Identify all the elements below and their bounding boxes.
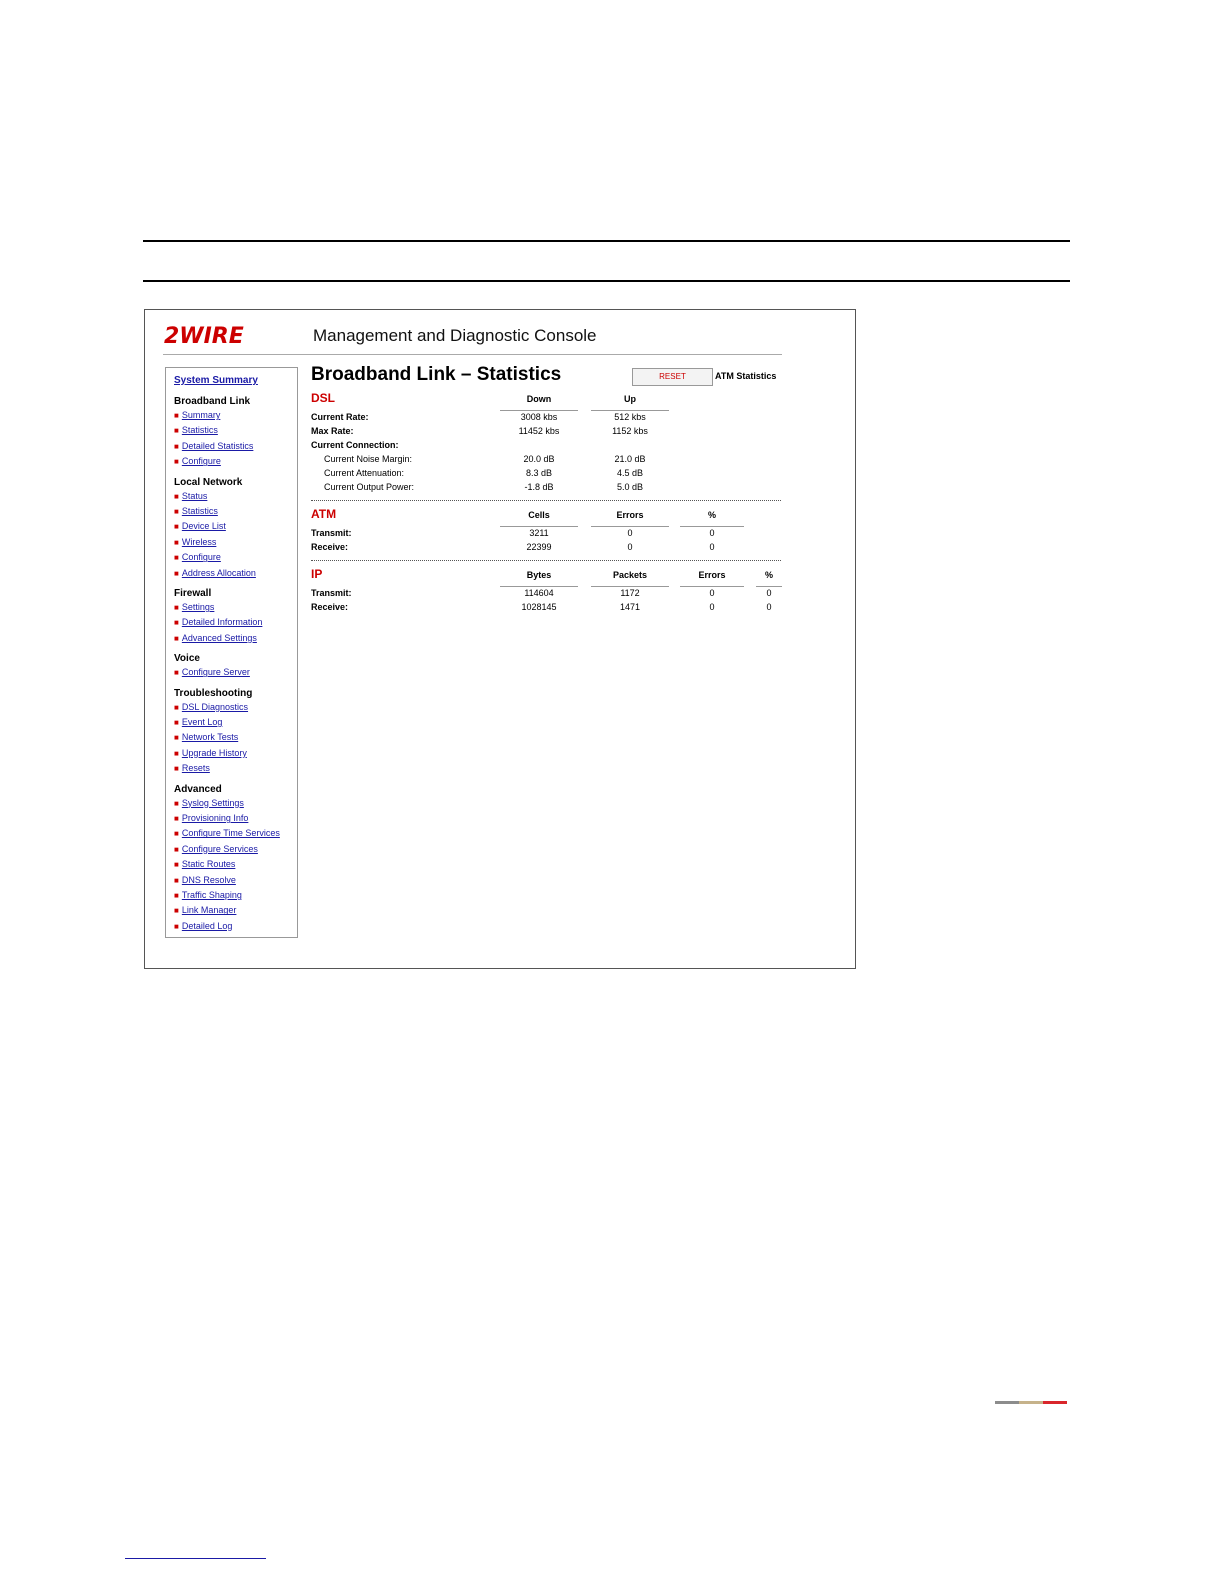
nav-item-link[interactable]: DNS Resolve — [181, 874, 236, 885]
atm-receive-pct: 0 — [709, 542, 715, 552]
nav-item-link[interactable]: Traffic Shaping — [181, 890, 242, 900]
nav-item[interactable] — [174, 568, 256, 578]
atm-col-cells: Cells — [500, 510, 578, 527]
bullet-icon: ■ — [174, 507, 179, 516]
atm-divider — [311, 560, 781, 561]
sidebar-nav — [165, 367, 298, 938]
nav-group-title: Broadband Link — [174, 396, 251, 407]
bullet-icon: ■ — [174, 829, 179, 839]
top-rule — [143, 240, 1070, 242]
nav-item-link[interactable]: Address Allocation — [181, 567, 256, 578]
console-screenshot — [144, 309, 856, 969]
ip-transmit-packets: 1172 — [620, 588, 640, 598]
nav-item[interactable] — [174, 506, 218, 516]
nav-item[interactable] — [174, 521, 226, 531]
bullet-icon: ■ — [174, 733, 179, 743]
bottom-rule — [143, 280, 1070, 282]
nav-item[interactable] — [174, 456, 221, 466]
nav-item-link[interactable]: Summary — [181, 410, 221, 420]
nav-item-link[interactable]: Detailed Log — [181, 920, 233, 931]
nav-system-summary[interactable]: System Summary — [174, 375, 258, 386]
nav-group-title: Voice — [174, 653, 200, 665]
nav-item[interactable] — [174, 890, 242, 900]
nav-item-link[interactable]: Upgrade History — [181, 747, 247, 758]
nav-item[interactable] — [174, 844, 258, 854]
bullet-icon: ■ — [174, 718, 179, 727]
footer-bar-red — [1043, 1401, 1067, 1404]
atm-transmit-label: Transmit: — [311, 528, 352, 538]
nav-item-link[interactable]: Configure Services — [181, 843, 258, 854]
dsl-current-connection-label: Current Connection: — [311, 440, 399, 450]
nav-item-link[interactable]: Event Log — [181, 717, 223, 727]
nav-item[interactable] — [174, 748, 247, 758]
ip-receive-errors: 0 — [709, 602, 715, 612]
nav-item-link[interactable]: Configure — [181, 456, 221, 467]
nav-item-link[interactable]: Detailed Statistics — [181, 440, 254, 451]
brand-logo — [164, 324, 260, 346]
nav-item-link[interactable]: Status — [181, 490, 208, 501]
bullet-icon: ■ — [174, 844, 179, 854]
atm-receive-errors: 0 — [627, 542, 633, 552]
bullet-icon: ■ — [174, 411, 179, 420]
nav-item-link[interactable]: Syslog Settings — [181, 797, 244, 808]
nav-item[interactable] — [174, 813, 248, 823]
ip-col-bytes: Bytes — [500, 570, 578, 587]
bullet-icon: ■ — [174, 764, 179, 774]
dsl-col-down: Down — [500, 394, 578, 411]
nav-item[interactable] — [174, 667, 250, 677]
ip-receive-label: Receive: — [311, 602, 349, 612]
ip-col-packets: Packets — [591, 570, 669, 587]
atm-col-pct: % — [680, 510, 744, 527]
nav-group-title: Advanced — [174, 783, 222, 795]
bullet-icon: ■ — [174, 537, 179, 547]
bullet-icon: ■ — [174, 457, 179, 467]
dsl-current-rate-up: 512 kbs — [614, 412, 646, 422]
brand-logo-text: 2WIRE — [164, 324, 244, 346]
nav-item[interactable] — [174, 859, 235, 869]
atm-statistics-link[interactable]: ATM Statistics — [715, 371, 777, 381]
nav-item[interactable] — [174, 537, 216, 547]
bullet-icon: ■ — [174, 668, 179, 678]
dsl-col-up: Up — [591, 394, 669, 411]
ip-transmit-errors: 0 — [709, 588, 715, 598]
nav-item-link[interactable]: Statistics — [181, 425, 218, 436]
nav-item[interactable] — [174, 552, 221, 562]
footer-bar-gray — [995, 1401, 1019, 1404]
atm-transmit-errors: 0 — [627, 528, 633, 538]
dsl-attenuation-down: 8.3 dB — [525, 468, 553, 478]
ip-col-errors: Errors — [680, 570, 744, 587]
nav-item-link[interactable]: Configure Server — [181, 667, 250, 678]
bullet-icon: ■ — [174, 568, 179, 578]
nav-item-link[interactable]: Resets — [181, 763, 210, 774]
dsl-current-rate-label: Current Rate: — [311, 412, 369, 422]
dsl-max-rate-up: 1152 kbs — [612, 426, 648, 436]
dsl-output-power-up: 5.0 dB — [616, 482, 644, 492]
nav-item[interactable] — [174, 875, 236, 885]
bullet-icon: ■ — [174, 633, 179, 643]
atm-transmit-cells: 3211 — [529, 528, 549, 538]
nav-item[interactable] — [174, 441, 253, 451]
atm-section-title: ATM — [311, 507, 337, 521]
nav-item[interactable] — [174, 763, 210, 773]
dsl-attenuation-up: 4.5 dB — [616, 468, 644, 478]
nav-item[interactable] — [174, 798, 244, 808]
nav-item-link[interactable]: Settings — [181, 602, 215, 612]
nav-group-title: Local Network — [174, 476, 243, 488]
nav-item[interactable] — [174, 602, 214, 612]
ip-transmit-pct: 0 — [766, 588, 772, 598]
console-title: Management and Diagnostic Console — [313, 326, 597, 345]
footer-bar-tan — [1019, 1401, 1043, 1404]
nav-item-link[interactable]: Device List — [181, 521, 226, 532]
bullet-icon: ■ — [174, 748, 179, 758]
bullet-icon: ■ — [174, 798, 179, 808]
nav-item[interactable] — [174, 717, 222, 727]
nav-item-link[interactable]: Configure Time Services — [181, 828, 280, 839]
nav-item[interactable] — [174, 905, 236, 915]
bullet-icon: ■ — [174, 426, 179, 436]
nav-group-title: Troubleshooting — [174, 687, 253, 699]
dsl-current-rate-down: 3008 kbs — [520, 412, 558, 422]
dsl-noise-margin-down: 20.0 dB — [523, 454, 555, 464]
dsl-max-rate-label: Max Rate: — [311, 426, 354, 436]
dsl-noise-margin-label: Current Noise Margin: — [324, 454, 413, 464]
ip-receive-pct: 0 — [766, 602, 772, 612]
nav-item-link[interactable]: DSL Diagnostics — [181, 701, 249, 712]
dsl-noise-margin-up: 21.0 dB — [614, 454, 646, 464]
page-title: Broadband Link – Statistics — [311, 364, 562, 385]
nav-item[interactable] — [174, 410, 220, 420]
header-divider — [163, 354, 782, 355]
nav-item-link[interactable]: Wireless — [181, 536, 217, 547]
nav-item-link[interactable]: Provisioning Info — [181, 813, 249, 823]
nav-item-link[interactable]: Statistics — [181, 506, 218, 516]
dsl-output-power-label: Current Output Power: — [324, 482, 415, 492]
ip-transmit-bytes: 114604 — [524, 588, 554, 598]
ip-section-title: IP — [311, 567, 323, 581]
nav-item[interactable] — [174, 732, 238, 742]
nav-group-title: Firewall — [174, 588, 212, 599]
bullet-icon: ■ — [174, 860, 179, 870]
dsl-divider — [311, 500, 781, 501]
footnote-separator — [125, 1558, 266, 1559]
dsl-max-rate-down: 11452 kbs — [518, 426, 560, 436]
nav-item[interactable] — [174, 633, 257, 643]
nav-item-link[interactable]: Detailed Information — [181, 617, 263, 628]
bullet-icon: ■ — [174, 441, 179, 451]
atm-receive-label: Receive: — [311, 542, 349, 552]
bullet-icon: ■ — [174, 814, 179, 823]
bullet-icon: ■ — [174, 491, 179, 501]
nav-item-link[interactable]: Advanced Settings — [181, 632, 257, 643]
bullet-icon: ■ — [174, 522, 179, 532]
ip-receive-bytes: 1028145 — [521, 602, 557, 612]
nav-item[interactable] — [174, 617, 262, 627]
nav-item[interactable] — [174, 828, 280, 838]
dsl-output-power-down: -1.8 dB — [524, 482, 554, 492]
nav-item[interactable] — [174, 425, 218, 435]
bullet-icon: ■ — [174, 603, 179, 612]
nav-item-link[interactable]: Static Routes — [181, 859, 236, 870]
nav-item-link[interactable]: Link Manager — [181, 905, 237, 916]
dsl-section-title: DSL — [311, 391, 335, 405]
atm-col-errors: Errors — [591, 510, 669, 527]
dsl-attenuation-label: Current Attenuation: — [324, 468, 405, 478]
bullet-icon: ■ — [174, 891, 179, 900]
bullet-icon: ■ — [174, 875, 179, 885]
atm-transmit-pct: 0 — [709, 528, 715, 538]
nav-item[interactable] — [174, 921, 232, 931]
bullet-icon: ■ — [174, 618, 179, 628]
nav-item[interactable] — [174, 491, 207, 501]
reset-button[interactable]: RESET — [632, 368, 713, 386]
ip-receive-packets: 1471 — [619, 602, 641, 612]
nav-item[interactable] — [174, 702, 248, 712]
ip-col-pct: % — [756, 570, 782, 587]
ip-transmit-label: Transmit: — [311, 588, 352, 598]
atm-receive-cells: 22399 — [526, 542, 552, 552]
nav-item-link[interactable]: Network Tests — [181, 732, 239, 743]
bullet-icon: ■ — [174, 921, 179, 931]
bullet-icon: ■ — [174, 553, 179, 563]
bullet-icon: ■ — [174, 906, 179, 916]
bullet-icon: ■ — [174, 702, 179, 712]
nav-item-link[interactable]: Configure — [181, 552, 221, 563]
